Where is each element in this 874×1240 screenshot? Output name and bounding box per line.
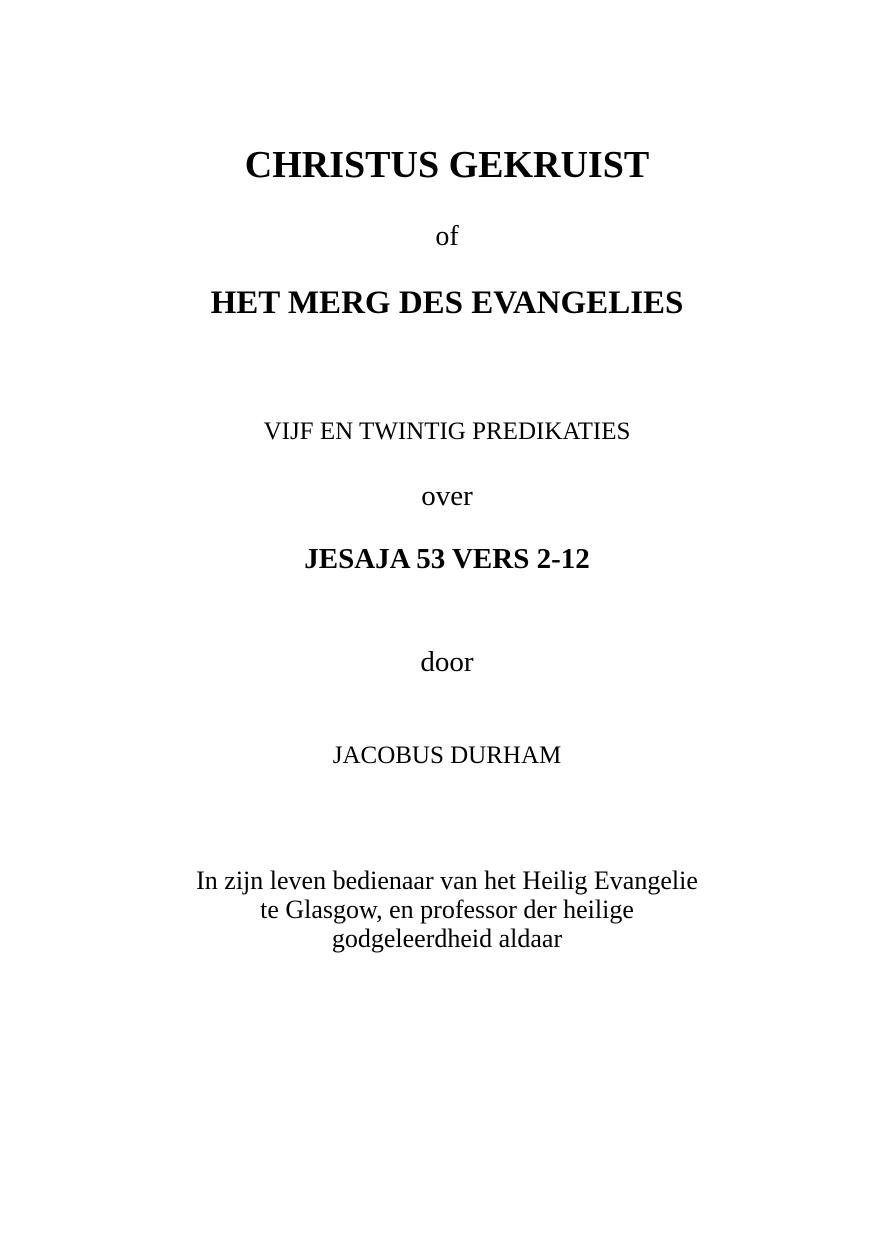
author-description-line: In zijn leven bedienaar van het Heilig Evangelie — [196, 866, 698, 895]
book-subtitle: VIJF EN TWINTIG PREDIKATIES — [263, 418, 631, 445]
book-title: CHRISTUS GEKRUIST — [244, 144, 650, 186]
author-description — [10, 866, 874, 953]
book-alternate-title: HET MERG DES EVANGELIES — [210, 285, 684, 321]
subtitle-conjunction: over — [421, 480, 473, 512]
byline-conjunction: door — [420, 646, 474, 678]
title-conjunction: of — [435, 221, 459, 252]
scripture-reference: JESAJA 53 VERS 2-12 — [304, 543, 590, 575]
author-name: JACOBUS DURHAM — [332, 742, 562, 769]
author-description-line: godgeleerdheid aldaar — [331, 924, 563, 953]
author-description-line: te Glasgow, en professor der heilige — [260, 895, 634, 924]
